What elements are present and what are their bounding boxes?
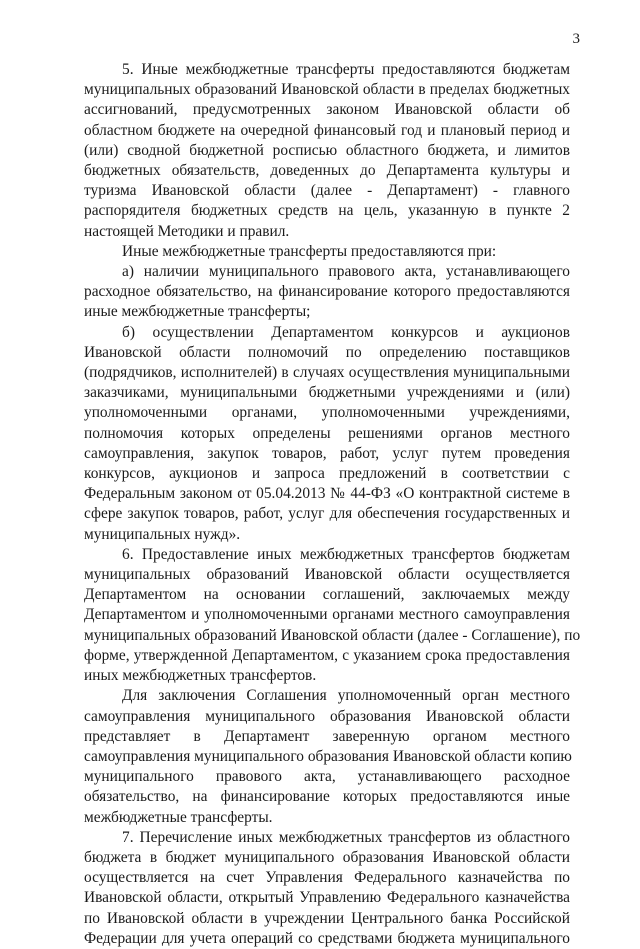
text-line: распорядителя бюджетных средств на цель, указанную в пункте 2 <box>84 202 570 220</box>
text-line: представляет в Департамент заверенную органом местного <box>84 727 570 745</box>
text-line: муниципальных образований Ивановской области (далее - Соглашение), по <box>84 626 581 644</box>
text-line: муниципальных нужд». <box>84 525 241 543</box>
paragraph-condition-a <box>84 262 570 323</box>
text-line: 6. Предоставление иных межбюджетных трансфертов бюджетам <box>122 545 570 563</box>
text-line: иных межбюджетных трансфертов. <box>84 667 317 685</box>
paragraph-7 <box>84 828 570 949</box>
text-line: расходное обязательство, на финансирование которого предоставляются <box>84 283 570 301</box>
text-line: настоящей Методики и правил. <box>84 222 290 240</box>
page-number: 3 <box>572 31 580 47</box>
text-line: обязательство, на финансирование которых предоставляются иные <box>84 788 570 806</box>
paragraph-5 <box>84 60 570 242</box>
text-line: туризма Ивановской области (далее - Департамент) - главного <box>84 182 570 200</box>
text-line: заказчиками, муниципальными бюджетными учреждениями и (или) <box>84 384 570 402</box>
text-line: иные межбюджетные трансферты; <box>84 303 311 321</box>
text-line: конкурсов, аукционов и запроса предложений в соответствии с <box>84 465 570 483</box>
text-line: Федеральным законом от 05.04.2013 № 44-ФЗ «О контрактной системе в <box>84 485 570 503</box>
text-line: (подрядчиков, исполнителей) в случаях осуществления муниципальными <box>84 364 570 382</box>
text-line: б) осуществлении Департаментом конкурсов и аукционов <box>122 323 570 341</box>
text-line: бюджета в бюджет муниципального образования Ивановской области <box>84 848 570 866</box>
text-line: сфере закупок товаров, работ, услуг для обеспечения государственных и <box>84 505 570 523</box>
text-line: муниципальных образований Ивановской области осуществляется <box>84 566 570 584</box>
text-line: бюджетных обязательств, доведенных до Департамента культуры и <box>84 162 570 180</box>
text-line: областном бюджете на очередной финансовый год и плановый период и <box>84 121 570 139</box>
text-line: Ивановской области полномочий по определению поставщиков <box>84 343 570 361</box>
paragraph-conditions-intro <box>84 242 570 262</box>
text-line: по Ивановской области в учреждении Центрального банка Российской <box>84 909 570 927</box>
text-line: Департаментом и уполномоченными органами местного самоуправления <box>84 606 570 624</box>
document-body <box>84 60 581 949</box>
text-line: 5. Иные межбюджетные трансферты предоставляются бюджетам <box>122 61 570 78</box>
text-line: Департаментом на основании соглашений, заключаемых между <box>84 586 570 604</box>
text-line: полномочия которых определены решениями органов местного <box>84 424 570 442</box>
text-line: 7. Перечисление иных межбюджетных трансфертов из областного <box>122 828 570 846</box>
text-line: а) наличии муниципального правового акта, устанавливающего <box>122 263 570 281</box>
text-line: самоуправления муниципального образования Ивановской области копию <box>84 747 572 765</box>
text-line: Федерации для учета операций со средствами бюджета муниципального <box>84 929 570 947</box>
paragraph-6 <box>84 545 581 686</box>
text-line: Иные межбюджетные трансферты предоставляются при: <box>122 242 497 260</box>
text-line: муниципального правового акта, устанавливающего расходное <box>84 768 570 786</box>
text-line: муниципальных образований Ивановской области в пределах бюджетных <box>84 81 570 99</box>
text-line: самоуправления муниципального образования Ивановской области <box>84 707 570 725</box>
paragraph-agreement <box>84 686 570 827</box>
text-line: межбюджетные трансферты. <box>84 808 273 826</box>
text-line: (или) сводной бюджетной росписью областного бюджета, и лимитов <box>84 141 570 159</box>
text-line: Для заключения Соглашения уполномоченный орган местного <box>122 687 570 705</box>
text-line: форме, утвержденной Департаментом, с указанием срока предоставления <box>84 646 570 664</box>
text-line: уполномоченными органами, уполномоченными учреждениями, <box>84 404 570 422</box>
text-line: самоуправления, закупок товаров, работ, услуг путем проведения <box>84 444 570 462</box>
text-line: осуществляется на счет Управления Федерального казначейства по <box>84 869 570 887</box>
text-line: Ивановской области, открытый Управлению Федерального казначейства <box>84 889 570 907</box>
text-line: ассигнований, предусмотренных законом Ивановской области об <box>84 101 570 119</box>
paragraph-condition-b <box>84 323 570 545</box>
